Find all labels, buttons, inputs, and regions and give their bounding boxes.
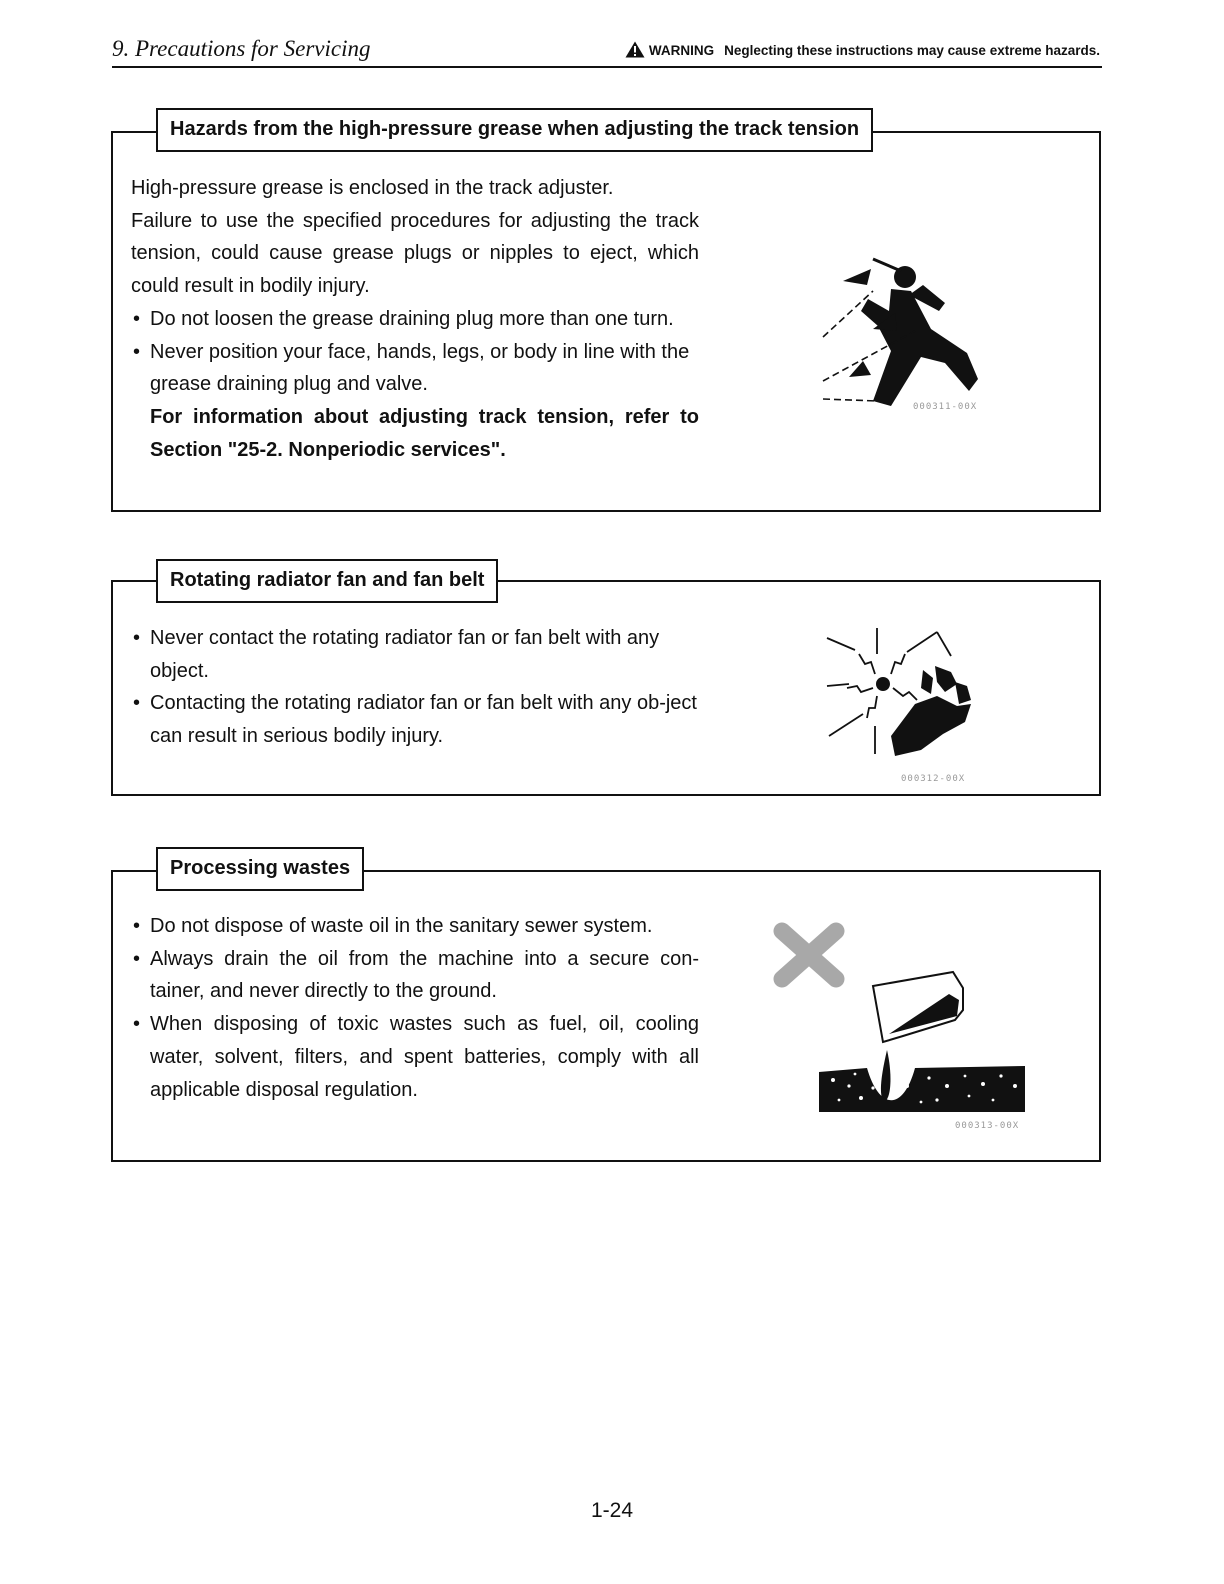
bullet-item: • Do not loosen the grease draining plug more than one turn. — [131, 303, 699, 336]
bullet-item: • Never contact the rotating radiator fan or fan belt with any object. — [131, 622, 699, 687]
section-grease-hazard — [111, 118, 1101, 512]
image-code: 000313-00X — [955, 1121, 1020, 1131]
warning-triangle-icon — [625, 41, 645, 58]
bullet-item: • When disposing of toxic wastes such as fuel, oil, cooling water, solvent, filters, and spent batteries, comply with all applicable disposal regulation. — [131, 1008, 699, 1106]
bullet-item: • Contacting the rotating radiator fan or fan belt with any ob-ject can result in serious bodily injury. — [131, 687, 699, 752]
grease-ejection-hazard-icon — [813, 251, 988, 413]
header-warning — [625, 41, 1100, 58]
warning-label: WARNING — [648, 43, 715, 58]
bullet-item: • Do not dispose of waste oil in the sanitary sewer system. — [131, 910, 699, 943]
image-code: 000311-00X — [913, 402, 978, 412]
bullet-item: • Always drain the oil from the machine into a secure con-tainer, and never directly to the ground. — [131, 943, 699, 1008]
paragraph-line: High-pressure grease is enclosed in the track adjuster. — [131, 177, 614, 199]
rotating-fan-hazard-icon — [825, 626, 975, 756]
section-body — [131, 172, 699, 466]
header-section-title: 9. Precautions for Servicing — [112, 36, 371, 61]
page-number: 1-24 — [590, 1499, 634, 1522]
reference-note: For information about adjusting track tension, refer to Section "25-2. Nonperiodic services". — [150, 405, 699, 461]
no-oil-dumping-icon — [769, 916, 1029, 1136]
section-body — [131, 910, 699, 1106]
section-body — [131, 622, 699, 753]
section-title: Rotating radiator fan and fan belt — [156, 559, 498, 603]
warning-text: Neglecting these instructions may cause extreme hazards. — [724, 43, 1100, 58]
bullet-item: • Never position your face, hands, legs, or body in line with the grease draining plug and valve. — [131, 336, 699, 401]
section-radiator-fan — [111, 569, 1101, 796]
section-processing-wastes — [111, 857, 1101, 1162]
image-code: 000312-00X — [901, 774, 966, 784]
paragraph-line: Failure to use the specified procedures for adjusting the track tension, could cause grease plugs or nipples to eject, which could result in bodily injury. — [131, 209, 699, 298]
page-header — [112, 34, 1102, 68]
section-title: Processing wastes — [156, 847, 364, 891]
section-title: Hazards from the high-pressure grease when adjusting the track tension — [156, 108, 873, 152]
